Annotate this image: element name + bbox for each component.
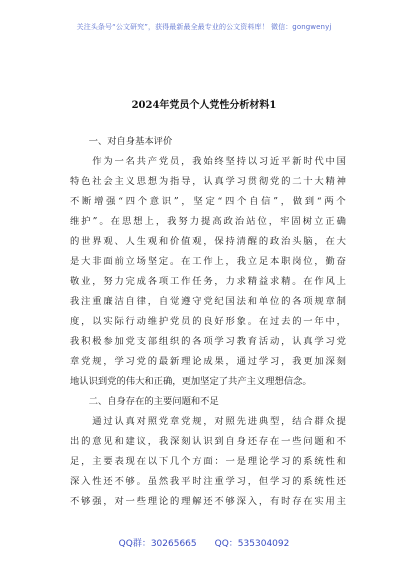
paragraph-line: 章 党 规 ， 学 习 党 的 最 新 理 论 成 果 ， 通 过 学 习 ， 我 更 加 深 刻: [70, 356, 346, 367]
footer-qq: QQ：535304092: [214, 539, 290, 549]
paragraph-line: 敬 业 ， 努 力 完 成 各 项 工 作 任 务 ， 力 求 精 益 求 精 。 在 作 风 上: [70, 276, 346, 287]
paragraph-line: 我 积 极 参 加 党 支 部 组 织 的 各 项 学 习 教 育 活 动 ， 认 真 学 习 党: [70, 336, 346, 347]
paragraph-line: 的 世 界 观 、 人 生 观 和 价 值 观 ， 保 持 清 醒 的 政 治 头 脑 ， 在 大: [70, 236, 346, 247]
paragraph-line: 我 注 重 廉 洁 自 律 ， 自 觉 遵 守 党 纪 国 法 和 单 位 的 各 项 规 章 制: [70, 296, 346, 307]
paragraph-line: 地认识到党的伟大和正确，更加坚定了共产主义理想信念。: [70, 376, 312, 387]
section-heading: 二、自身存在的主要问题和不足: [70, 396, 219, 407]
paragraph-line: 维 护 ” 。 在 思 想 上 ， 我 努 力 提 高 政 治 站 位 ， 牢 固 树 立 正 确: [70, 216, 346, 227]
paragraph-line: 度 ， 以 实 际 行 动 维 护 党 员 的 良 好 形 象 。 在 过 去 的 一 年 中 ，: [70, 316, 346, 327]
document-title: 2024年党员个人党性分析材料1: [131, 100, 277, 111]
paragraph-line: 作 为 一 名 共 产 党 员 ， 我 始 终 坚 持 以 习 近 平 新 时 代 中 国: [92, 156, 346, 167]
paragraph-line: 特 色 社 会 主 义 思 想 为 指 导 ， 认 真 学 习 贯 彻 党 的 二 十 大 精 神: [70, 176, 346, 187]
paragraph-line: 不 够 强 ， 对 一 些 理 论 的 理 解 还 不 够 深 入 ， 有 时 存 在 实 用 主: [70, 496, 346, 507]
paragraph-line: 是 大 非 面 前 立 场 坚 定 。 在 工 作 上 ， 我 立 足 本 职 岗 位 ， 勤 奋: [70, 256, 346, 267]
blank-line: [70, 112, 346, 132]
promo-banner: 关注头条号“公文研究”，获得最新最全最专业的公文资料库！ 微信：gongwenyj: [76, 23, 332, 31]
paragraph-line: 通 过 认 真 对 照 党 章 党 规 ， 对 照 先 进 典 型 ， 结 合 群 众 提: [92, 416, 346, 427]
paragraph-line: 深 入 性 还 不 够 。 虽 然 我 平 时 注 重 学 习 ， 但 学 习 的 系 统 性 还: [70, 476, 346, 487]
footer-qq-group: QQ群：30265665: [118, 539, 197, 549]
paragraph-line: 不 断 增 强 “ 四 个 意 识 ” ， 坚 定 “ 四 个 自 信 ” ， 做 到 “ 两 个: [70, 196, 346, 207]
section-heading: 一、对自身基本评价: [70, 136, 173, 147]
footer-contact: [0, 536, 408, 549]
paragraph-line: 足 ， 主 要 表 现 在 以 下 几 个 方 面 ： 一 是 理 论 学 习 的 系 统 性 和: [70, 456, 346, 467]
paragraph-line: 出 的 意 见 和 建 议 ， 我 深 刻 认 识 到 自 身 还 存 在 一 些 问 题 和 不: [70, 436, 346, 447]
document-body: [70, 112, 346, 512]
